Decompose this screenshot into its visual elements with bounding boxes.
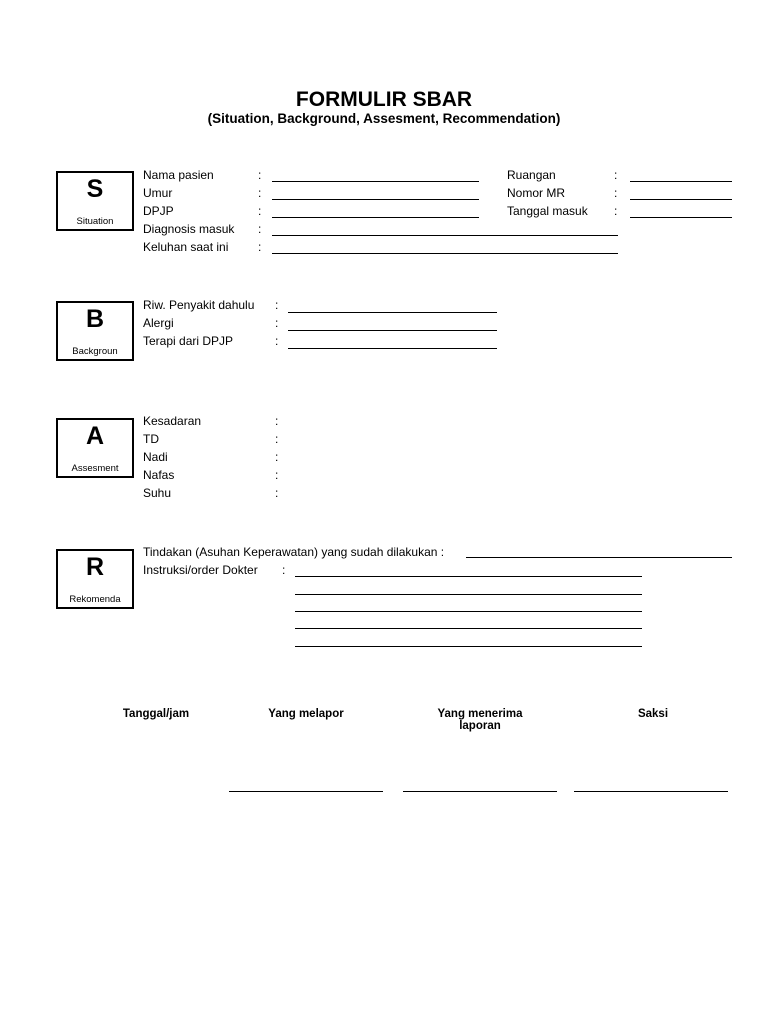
signature-menerima-heading: [410, 708, 550, 732]
background-letter: B: [85, 305, 105, 333]
instruksi-line-1[interactable]: [295, 576, 642, 577]
label-riwayat: Riw. Penyakit dahulu: [143, 298, 255, 312]
label-nama-pasien: Nama pasien: [143, 168, 214, 182]
riwayat-field[interactable]: [288, 312, 497, 313]
signature-menerima-line-2: laporan: [459, 720, 501, 732]
nama-pasien-field[interactable]: [272, 181, 479, 182]
background-box: [56, 301, 134, 361]
signature-menerima-line-1: Yang menerima: [437, 708, 523, 720]
colon: :: [275, 468, 279, 482]
recommendation-box: [56, 549, 134, 609]
colon: :: [614, 186, 618, 200]
label-nadi: Nadi: [143, 450, 168, 464]
colon: :: [258, 186, 262, 200]
assessment-box: [56, 418, 134, 478]
diagnosis-masuk-field[interactable]: [272, 235, 618, 236]
colon: :: [258, 168, 262, 182]
assessment-letter: A: [85, 422, 105, 450]
keluhan-field[interactable]: [272, 253, 618, 254]
signature-melapor-line[interactable]: [229, 791, 383, 792]
colon: :: [275, 486, 279, 500]
label-keluhan: Keluhan saat ini: [143, 240, 229, 254]
colon: :: [275, 432, 279, 446]
colon: :: [614, 168, 618, 182]
situation-word: Situation: [76, 216, 114, 227]
label-kesadaran: Kesadaran: [143, 414, 202, 428]
recommendation-letter: R: [85, 553, 105, 581]
signature-melapor-heading: Yang melapor: [268, 708, 344, 720]
label-tanggal-masuk: Tanggal masuk: [507, 204, 588, 218]
signature-tanggal-heading: Tanggal/jam: [122, 708, 190, 720]
instruksi-line-5[interactable]: [295, 646, 642, 647]
label-td: TD: [143, 432, 159, 446]
recommendation-word: Rekomenda: [69, 594, 121, 605]
label-nomor-mr: Nomor MR: [507, 186, 566, 200]
background-word: Backgroun: [72, 346, 118, 357]
alergi-field[interactable]: [288, 330, 497, 331]
nomor-mr-field[interactable]: [630, 199, 732, 200]
form-title: FORMULIR SBAR: [295, 88, 473, 111]
colon: :: [275, 450, 279, 464]
assessment-word: Assesment: [71, 463, 119, 474]
signature-saksi-heading: Saksi: [637, 708, 669, 720]
colon: :: [275, 298, 279, 312]
label-dpjp: DPJP: [143, 204, 174, 218]
label-tindakan: Tindakan (Asuhan Keperawatan) yang sudah dilakukan :: [143, 545, 445, 559]
form-subtitle: (Situation, Background, Assesment, Recommendation): [207, 111, 561, 126]
label-suhu: Suhu: [143, 486, 172, 500]
instruksi-line-2[interactable]: [295, 594, 642, 595]
signature-saksi-line[interactable]: [574, 791, 728, 792]
umur-field[interactable]: [272, 199, 479, 200]
instruksi-line-4[interactable]: [295, 628, 642, 629]
colon: :: [275, 316, 279, 330]
instruksi-line-3[interactable]: [295, 611, 642, 612]
colon: :: [258, 204, 262, 218]
label-nafas: Nafas: [143, 468, 175, 482]
label-umur: Umur: [143, 186, 173, 200]
colon: :: [258, 240, 262, 254]
tanggal-masuk-field[interactable]: [630, 217, 732, 218]
situation-box: [56, 171, 134, 231]
signature-menerima-line[interactable]: [403, 791, 557, 792]
colon: :: [275, 334, 279, 348]
colon: :: [275, 414, 279, 428]
colon: :: [258, 222, 262, 236]
situation-letter: S: [86, 175, 104, 203]
terapi-field[interactable]: [288, 348, 497, 349]
ruangan-field[interactable]: [630, 181, 732, 182]
dpjp-field[interactable]: [272, 217, 479, 218]
label-ruangan: Ruangan: [507, 168, 556, 182]
label-diagnosis-masuk: Diagnosis masuk: [143, 222, 235, 236]
label-instruksi: Instruksi/order Dokter: [143, 563, 258, 577]
label-terapi: Terapi dari DPJP: [143, 334, 234, 348]
colon: :: [282, 563, 286, 577]
tindakan-field[interactable]: [466, 557, 732, 558]
colon: :: [614, 204, 618, 218]
label-alergi: Alergi: [143, 316, 174, 330]
